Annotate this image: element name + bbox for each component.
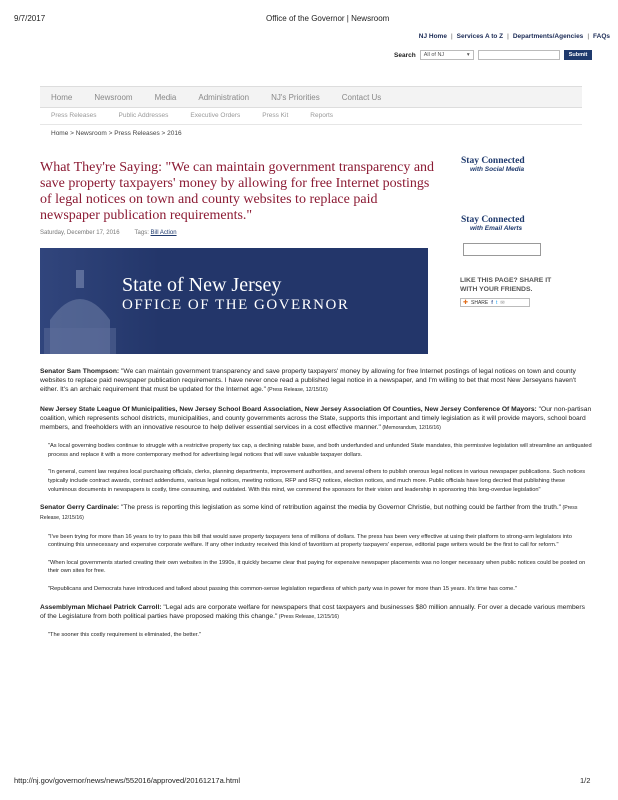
quote-block: Assemblyman Michael Patrick Carroll: "Legal ads are corporate welfare for newspapers that cost taxpayers and businesses $80 million annually. For over a decade various members of the Legislature from both political parties have proposed making this change." (Press Release, 12/15/16) xyxy=(40,603,585,620)
util-departments[interactable]: Departments/Agencies xyxy=(512,33,584,40)
nav-newsroom[interactable]: Newsroom xyxy=(94,92,133,102)
stay-connected-email[interactable] xyxy=(461,215,525,232)
indented-quote: "When local governments started creating their own websites in the 1990s, it quickly became clear that paying for expensive newspaper placements was no longer necessary when public notices could be posted on their own sites for free. xyxy=(48,559,586,575)
article-body xyxy=(40,367,592,649)
email-input[interactable] xyxy=(463,243,541,256)
search-bar xyxy=(394,50,592,60)
nav-administration[interactable]: Administration xyxy=(198,92,250,102)
indented-quote: "I've been trying for more than 16 years to try to pass this bill that would save property taxpayers tens of millions of dollars. The press has been very effective at using their platform to strong-arm legislators into continuing this unnecessary and expensive corporate welfare. If any other industry received this kind of favoritism at property taxpayers' expense, editorial page writers would be the first to call for reform." xyxy=(48,533,572,549)
search-label: Search xyxy=(394,51,416,59)
util-faqs[interactable]: FAQs xyxy=(593,33,610,40)
email-alerts-label: with Email Alerts xyxy=(470,225,523,232)
share-button[interactable]: ✚ SHARE f t ✉ xyxy=(460,298,530,307)
share-icon: ✚ xyxy=(463,300,469,306)
subnav-press-kit[interactable]: Press Kit xyxy=(262,112,289,119)
indented-quote: "As local governing bodies continue to struggle with a restrictive property tax cap, a declining ratable base, and both underfunded and unfunded State mandates, this permissive legislation will streamline an antiquated process and replace it with a more contemporary method for advertising legal notices that will save valuable taxpayer dollars. xyxy=(48,443,592,458)
chevron-down-icon: ▾ xyxy=(466,52,470,58)
indented-quote: "Republicans and Democrats have introduced and talked about passing this common-sense legislation regardless of which party was in power for more than 15 years. It's time has come." xyxy=(48,585,517,592)
article-meta xyxy=(40,230,177,236)
share-prompt: LIKE THIS PAGE? SHARE IT WITH YOUR FRIENDS. xyxy=(460,277,552,293)
nav-home[interactable]: Home xyxy=(51,92,73,102)
subnav-executive-orders[interactable]: Executive Orders xyxy=(190,112,241,119)
util-services[interactable]: Services A to Z xyxy=(456,33,504,40)
subnav-reports[interactable]: Reports xyxy=(310,112,334,119)
stay-connected-title: Stay Connected xyxy=(461,156,525,166)
stay-connected-social[interactable] xyxy=(461,156,525,173)
governor-banner xyxy=(40,248,428,354)
search-input[interactable] xyxy=(478,50,560,60)
email-icon: ✉ xyxy=(500,299,505,306)
tag-link[interactable]: Bill Action xyxy=(150,230,177,236)
sub-nav xyxy=(40,112,582,125)
utility-nav: NJ Home | Services A to Z | Departments/Agencies | FAQs xyxy=(418,33,610,40)
indented-quote: "In general, current law requires local purchasing officials, clerks, planning departments, improvement authorities, and several others to publish onerous legal notices in various newspaper publications. Such notices typically include contract awards, contract addendums, various legal notices, meeting notices, RFP and RFQ notices, election notices, and much more. Public officials have long decried that publishing these voluminous documents in newspapers is costly, time consuming, and outdated. With this mind, we commend the sponsors for their vision and leadership in sponsoring this long-overdue legislation" xyxy=(48,469,586,493)
print-title: Office of the Governor | Newsroom xyxy=(266,14,390,23)
quote-block: Senator Sam Thompson: "We can maintain government transparency and save property taxpayers' money by allowing for free Internet postings of legal notices on town and county websites to replace paid newspaper publication requirements. I have never once read a published legal notice in a newspaper, and I'm willing to bet that most New Jerseyans haven't either. It's an archaic requirement that must be updated for the Internet age." (Press Release, 12/15/16) xyxy=(40,368,577,394)
print-date: 9/7/2017 xyxy=(14,14,46,23)
main-nav xyxy=(40,86,582,108)
facebook-icon: f xyxy=(491,299,493,306)
nav-media[interactable]: Media xyxy=(154,92,177,102)
social-media-label: with Social Media xyxy=(470,166,525,173)
nav-priorities[interactable]: NJ's Priorities xyxy=(271,92,320,102)
search-scope-select[interactable]: All of NJ ▾ xyxy=(420,50,474,60)
quote-block: New Jersey State League Of Municipalities, New Jersey School Board Association, New Jersey Association Of Counties, New Jersey Conference Of Mayors: "Our non-partisan coalition, which represents school districts, municipalities, and county governments across the State, supports this important and timely legislation as it will provide mayors, school board members, and freeholders with an innovative resource to help deliver essential services in a cost effective manner." (Memorandum, 12/16/16) xyxy=(40,405,592,432)
footer-page: 1/2 xyxy=(580,776,591,785)
footer-url: http://nj.gov/governor/news/news/552016/approved/20161217a.html xyxy=(14,776,240,785)
subnav-press-releases[interactable]: Press Releases xyxy=(51,112,97,119)
stay-connected-title: Stay Connected xyxy=(461,215,525,225)
tags-label: Tags: xyxy=(134,230,149,236)
article-title: What They're Saying: "We can maintain government transparency and save property taxpayers' money by allowing for free Internet postings of legal notices on town and county websites to replace paid newspaper publication requirements." xyxy=(40,160,435,223)
banner-line2: OFFICE OF THE GOVERNOR xyxy=(122,297,350,313)
indented-quote: "The sooner this costly requirement is eliminated, the better." xyxy=(48,631,201,638)
search-submit-button[interactable]: Submit xyxy=(564,50,593,60)
nav-contact[interactable]: Contact Us xyxy=(341,92,382,102)
subnav-public-addresses[interactable]: Public Addresses xyxy=(118,112,169,119)
article-date: Saturday, December 17, 2016 xyxy=(40,230,120,236)
util-nj-home[interactable]: NJ Home xyxy=(418,33,447,40)
twitter-icon: t xyxy=(495,299,498,306)
quote-block: Senator Gerry Cardinale: "The press is reporting this legislation as some kind of retribution against the media by Governor Christie, but nothing could be farther from the truth." (Press Release, 12/15/16) xyxy=(40,504,578,522)
breadcrumb[interactable]: Home > Newsroom > Press Releases > 2016 xyxy=(51,130,182,137)
banner-line1: State of New Jersey xyxy=(122,274,282,296)
